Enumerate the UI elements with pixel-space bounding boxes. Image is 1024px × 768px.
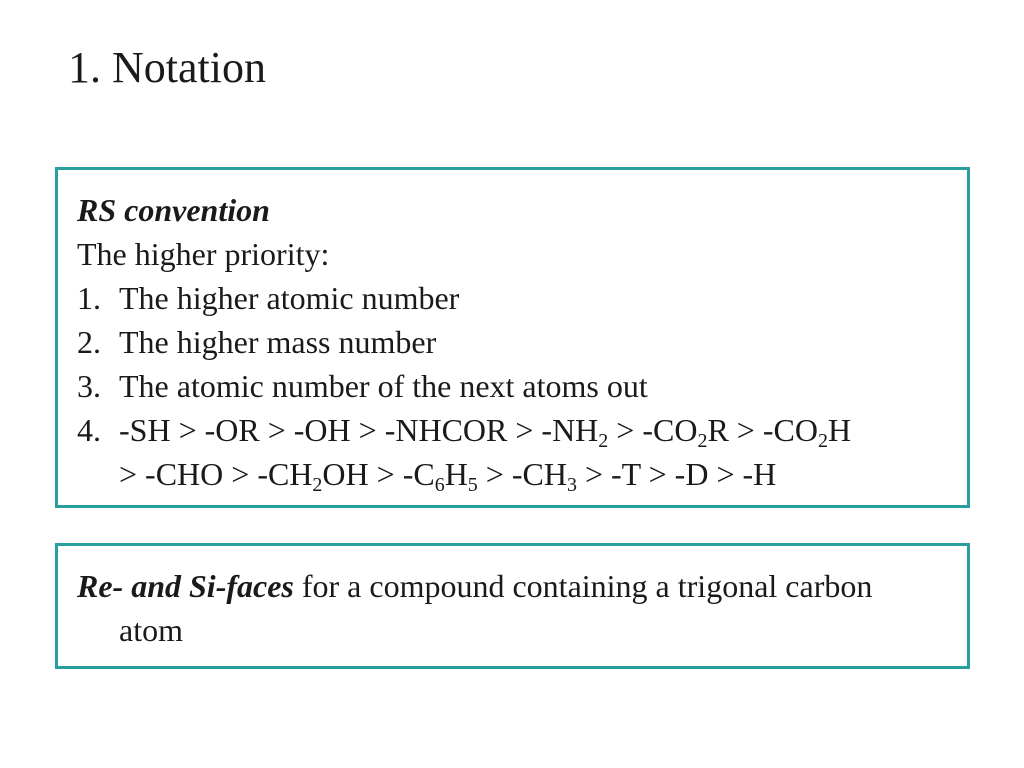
gt-sign: > bbox=[736, 412, 755, 448]
group-co2h-tail: H bbox=[827, 412, 852, 448]
gt-sign: > bbox=[584, 456, 603, 492]
subscript: 2 bbox=[312, 474, 323, 496]
priority-rule-4 bbox=[77, 408, 967, 496]
group-cho: -CHO bbox=[145, 456, 224, 492]
gt-sign: > bbox=[231, 456, 250, 492]
group-order-line-1 bbox=[119, 408, 967, 452]
group-ch3-main: -CH bbox=[511, 456, 567, 492]
subscript: 2 bbox=[817, 430, 828, 452]
re-si-faces-text: for a compound containing a trigonal carbon atom bbox=[119, 568, 873, 648]
subscript: 2 bbox=[598, 430, 609, 452]
slide-title: 1. Notation bbox=[68, 43, 266, 92]
list-number: 1. bbox=[77, 280, 101, 316]
group-ch3 bbox=[511, 456, 577, 496]
group-order-line-2 bbox=[119, 452, 967, 496]
subscript: 2 bbox=[697, 430, 708, 452]
gt-sign: > bbox=[178, 412, 197, 448]
subscript: 5 bbox=[467, 474, 478, 496]
rs-convention-box bbox=[55, 167, 970, 508]
priority-rules-list bbox=[77, 276, 967, 496]
gt-sign: > bbox=[616, 412, 635, 448]
group-t: -T bbox=[611, 456, 641, 492]
subscript: 3 bbox=[566, 474, 577, 496]
priority-rule-1 bbox=[77, 276, 967, 320]
subscript: 6 bbox=[434, 474, 445, 496]
group-c6h5-h: H bbox=[444, 456, 468, 492]
gt-sign: > bbox=[119, 456, 138, 492]
gt-sign: > bbox=[515, 412, 534, 448]
group-co2h-main: -CO bbox=[762, 412, 818, 448]
list-item-text: The higher atomic number bbox=[119, 280, 460, 316]
priority-rule-3 bbox=[77, 364, 967, 408]
list-number: 3. bbox=[77, 368, 101, 404]
group-ch2oh bbox=[257, 456, 369, 496]
group-nh2 bbox=[541, 412, 609, 452]
group-ch2oh-tail: OH bbox=[322, 456, 369, 492]
list-item-text: The higher mass number bbox=[119, 324, 437, 360]
priority-rule-2 bbox=[77, 320, 967, 364]
group-sh: -SH bbox=[119, 412, 171, 448]
group-or: -OR bbox=[204, 412, 260, 448]
group-c6h5 bbox=[402, 456, 478, 496]
group-co2r-tail: R bbox=[707, 412, 729, 448]
list-number: 4. bbox=[77, 412, 101, 448]
gt-sign: > bbox=[358, 412, 377, 448]
group-nhcor: -NHCOR bbox=[384, 412, 508, 448]
group-d: -D bbox=[674, 456, 709, 492]
group-co2r bbox=[642, 412, 729, 452]
gt-sign: > bbox=[648, 456, 667, 492]
list-number: 2. bbox=[77, 324, 101, 360]
gt-sign: > bbox=[716, 456, 735, 492]
group-ch2oh-main: -CH bbox=[257, 456, 313, 492]
group-nh2-main: -NH bbox=[541, 412, 599, 448]
re-si-faces-box bbox=[55, 543, 970, 669]
gt-sign: > bbox=[267, 412, 286, 448]
group-co2r-main: -CO bbox=[642, 412, 698, 448]
group-oh: -OH bbox=[293, 412, 351, 448]
priority-intro: The higher priority: bbox=[77, 236, 330, 272]
re-si-faces-paragraph bbox=[77, 564, 939, 652]
re-si-faces-heading: Re- and Si-faces bbox=[77, 568, 294, 604]
gt-sign: > bbox=[376, 456, 395, 492]
gt-sign: > bbox=[485, 456, 504, 492]
list-item-text: The atomic number of the next atoms out bbox=[119, 368, 648, 404]
rs-convention-heading: RS convention bbox=[77, 192, 270, 228]
group-h: -H bbox=[742, 456, 777, 492]
group-co2h bbox=[762, 412, 852, 452]
group-c6h5-c: -C bbox=[402, 456, 435, 492]
